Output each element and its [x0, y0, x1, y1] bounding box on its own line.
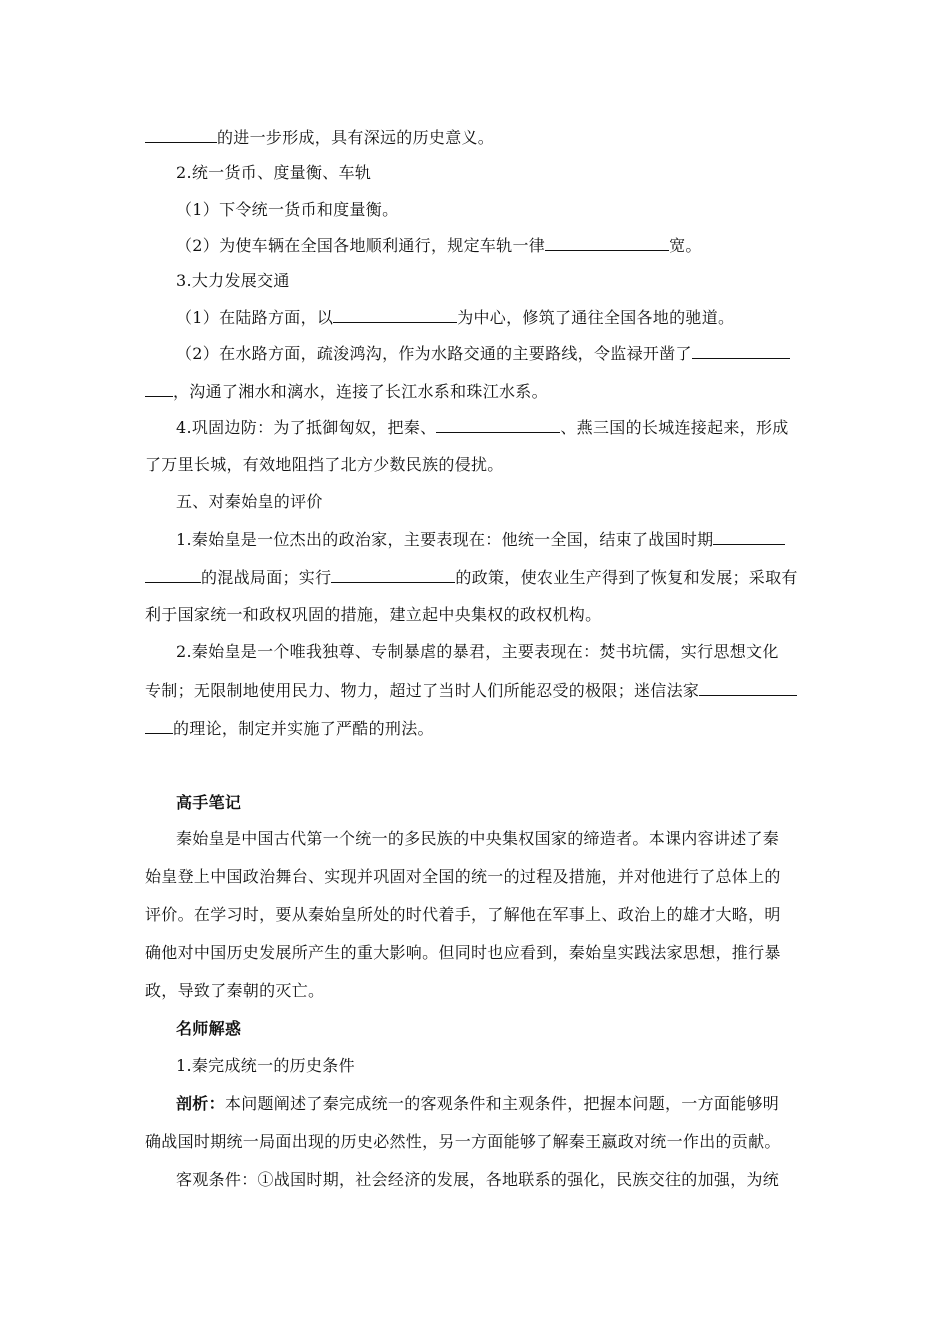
section-title-answers: 名师解惑 [176, 1019, 242, 1038]
notes-paragraph-line-5: 政，导致了秦朝的灭亡。 [145, 981, 325, 1000]
fill-blank[interactable] [333, 306, 457, 323]
text-line-tyrant-end: 的理论，制定并实施了严酷的刑法。 [145, 717, 810, 740]
heading-unify-currency: 2.统一货币、度量衡、车轨 [176, 163, 372, 182]
text-line-tyrant-cont: 专制；无限制地使用民力、物力，超过了当时人们所能忍受的极限；迷信法家 [145, 679, 810, 702]
fill-blank[interactable] [692, 342, 790, 359]
fill-blank[interactable] [145, 717, 173, 734]
heading-transport: 3.大力发展交通 [176, 271, 290, 290]
text-line-politician: 1.秦始皇是一位杰出的政治家，主要表现在：他统一全国，结束了战国时期 [176, 528, 810, 551]
text-line-currency: （1）下令统一货币和度量衡。 [176, 200, 399, 219]
fill-blank[interactable] [436, 416, 560, 433]
analysis-label: 剖析： [176, 1094, 225, 1113]
notes-paragraph-line-1: 秦始皇是中国古代第一个统一的多民族的中央集权国家的缔造者。本课内容讲述了秦 [176, 829, 780, 848]
notes-paragraph-line-4: 确他对中国历史发展所产生的重大影响。但同时也应看到，秦始皇实践法家思想，推行暴 [145, 943, 781, 962]
fill-blank[interactable] [545, 234, 669, 251]
text-line-land-route: （1）在陆路方面，以 为中心，修筑了通往全国各地的驰道。 [176, 308, 735, 327]
fill-blank[interactable] [145, 380, 173, 397]
text-line-1: 的进一步形成，具有深远的历史意义。 [145, 126, 810, 149]
text-line-politician-cont: 的混战局面；实行 的政策，使农业生产得到了恢复和发展；采取有 [145, 566, 810, 589]
text-line-tyrant: 2.秦始皇是一个唯我独尊、专制暴虐的暴君，主要表现在：焚书坑儒，实行思想文化 [176, 642, 779, 661]
analysis-line-2: 确战国时期统一局面出现的历史必然性，另一方面能够了解秦王嬴政对统一作出的贡献。 [145, 1132, 781, 1151]
text-line-water-route: （2）在水路方面，疏浚鸿沟，作为水路交通的主要路线，令监禄开凿了 [176, 342, 810, 365]
notes-paragraph-line-2: 始皇登上中国政治舞台、实现并巩固对全国的统一的过程及措施，并对他进行了总体上的 [145, 867, 781, 886]
fill-blank[interactable] [145, 566, 201, 583]
analysis-line-1: 剖析：本问题阐述了秦完成统一的客观条件和主观条件，把握本问题，一方面能够明 [176, 1094, 780, 1113]
fill-blank[interactable] [145, 126, 217, 143]
text-line-great-wall: 了万里长城，有效地阻挡了北方少数民族的侵扰。 [145, 455, 504, 474]
fill-blank[interactable] [713, 528, 785, 545]
text-line-water-route-cont: ，沟通了湘水和漓水，连接了长江水系和珠江水系。 [145, 380, 810, 403]
objective-conditions-line: 客观条件：①战国时期，社会经济的发展，各地联系的强化，民族交往的加强，为统 [176, 1170, 780, 1189]
heading-unification-conditions: 1.秦完成统一的历史条件 [176, 1056, 355, 1075]
heading-evaluation: 五、对秦始皇的评价 [176, 492, 323, 511]
text-line-border-defense: 4.巩固边防：为了抵御匈奴，把秦、 、燕三国的长城连接起来，形成 [176, 418, 789, 437]
notes-paragraph-line-3: 评价。在学习时，要从秦始皇所处的时代着手，了解他在军事上、政治上的雄才大略，明 [145, 905, 781, 924]
text-line-axle: （2）为使车辆在全国各地顺利通行，规定车轨一律 宽。 [176, 236, 702, 255]
fill-blank[interactable] [699, 679, 797, 696]
section-title-notes: 高手笔记 [176, 793, 242, 812]
text-line-politician-end: 利于国家统一和政权巩固的措施，建立起中央集权的政权机构。 [145, 605, 602, 624]
fill-blank[interactable] [331, 566, 455, 583]
